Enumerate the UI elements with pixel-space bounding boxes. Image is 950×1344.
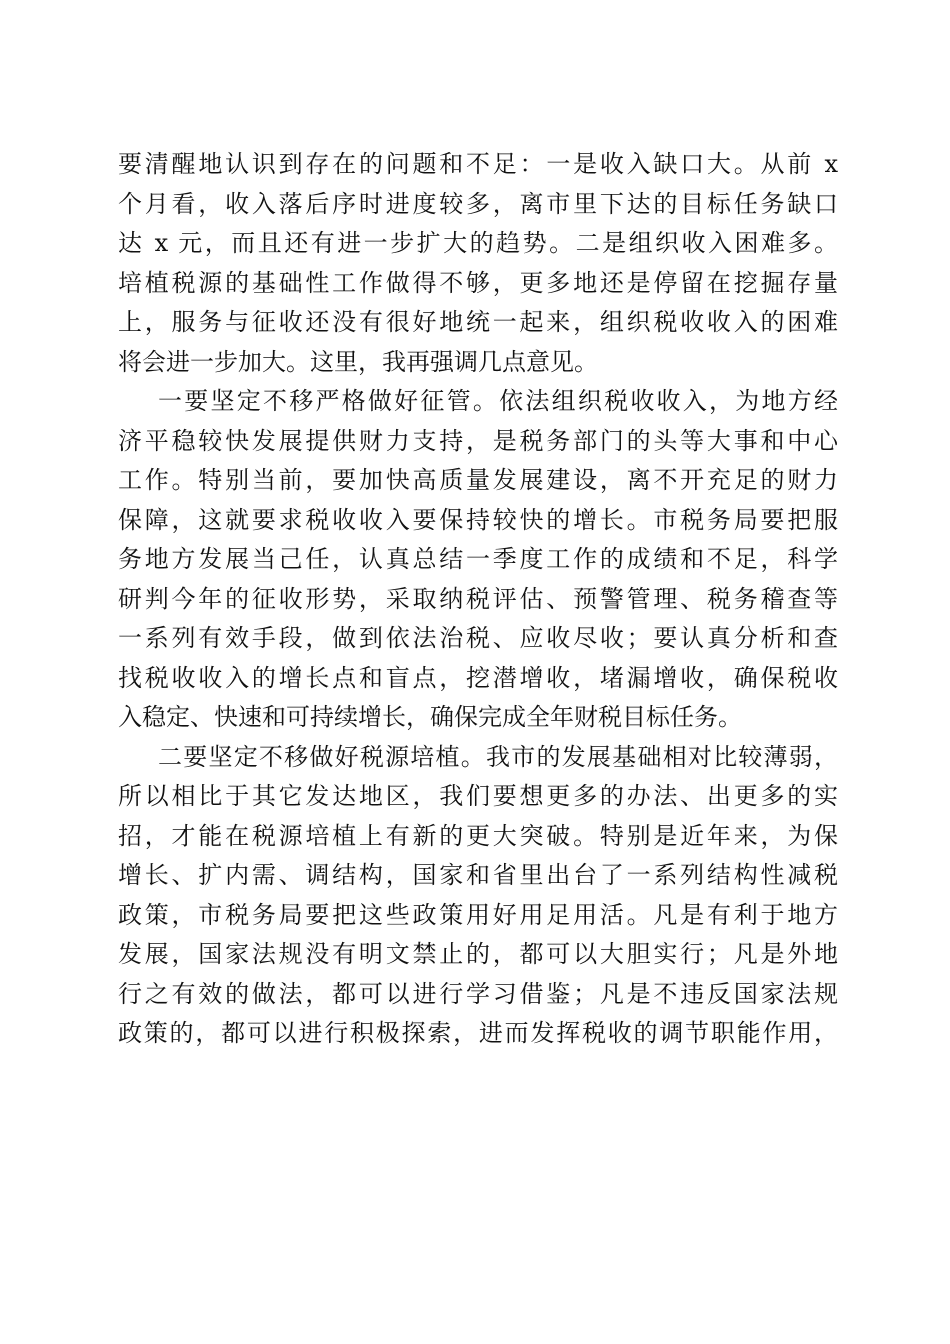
paragraph-point-1-line: 研判今年的征收形势，采取纳税评估、预警管理、税务稽查等 bbox=[118, 584, 838, 613]
paragraph-intro-line: 培植税源的基础性工作做得不够，更多地还是停留在挖掘存量 bbox=[118, 268, 838, 297]
paragraph-point-1-line: 一系列有效手段，做到依法治税、应收尽收；要认真分析和查 bbox=[118, 624, 838, 652]
paragraph-point-2-line: 招，才能在税源培植上有新的更大突破。特别是近年来，为保 bbox=[118, 821, 838, 850]
paragraph-point-1-line: 济平稳较快发展提供财力支持，是税务部门的头等大事和中心 bbox=[118, 426, 838, 455]
paragraph-point-2-line: 发展，国家法规没有明文禁止的，都可以大胆实行；凡是外地 bbox=[118, 940, 838, 968]
paragraph-point-2-line: 政策的，都可以进行积极探索，进而发挥税收的调节职能作用， bbox=[118, 1019, 838, 1047]
paragraph-point-2-line: 政策，市税务局要把这些政策用好用足用活。凡是有利于地方 bbox=[118, 900, 838, 929]
paragraph-point-1-line: 保障，这就要求税收收入要保持较快的增长。市税务局要把服 bbox=[118, 505, 838, 534]
paragraph-point-2-line: 增长、扩内需、调结构，国家和省里出台了一系列结构性减税 bbox=[118, 861, 838, 889]
paragraph-intro-line: 达 x 元，而且还有进一步扩大的趋势。二是组织收入困难多。 bbox=[118, 229, 838, 257]
paragraph-intro-line: 个月看，收入落后序时进度较多，离市里下达的目标任务缺口 bbox=[118, 189, 838, 218]
paragraph-intro-line: 上，服务与征收还没有很好地统一起来，组织税收收入的困难 bbox=[118, 308, 838, 336]
paragraph-intro-line: 将会进一步加大。这里，我再强调几点意见。 bbox=[118, 347, 598, 376]
paragraph-intro-line: 要清醒地认识到存在的问题和不足：一是收入缺口大。从前 x bbox=[118, 150, 838, 178]
paragraph-point-1-line: 工作。特别当前，要加快高质量发展建设，离不开充足的财力 bbox=[118, 466, 838, 494]
document-body bbox=[118, 145, 838, 1054]
paragraph-point-1-line: 入稳定、快速和可持续增长，确保完成全年财税目标任务。 bbox=[118, 703, 742, 731]
paragraph-point-2-line: 所以相比于其它发达地区，我们要想更多的办法、出更多的实 bbox=[118, 782, 838, 810]
paragraph-point-1-line: 找税收收入的增长点和盲点，挖潜增收，堵漏增收，确保税收 bbox=[118, 663, 838, 692]
paragraph-point-1-line: 务地方发展当己任，认真总结一季度工作的成绩和不足，科学 bbox=[118, 545, 838, 573]
paragraph-point-2-line: 二要坚定不移做好税源培植。我市的发展基础相对比较薄弱， bbox=[158, 742, 838, 771]
paragraph-point-2-line: 行之有效的做法，都可以进行学习借鉴；凡是不违反国家法规 bbox=[118, 979, 838, 1008]
paragraph-point-1-line: 一要坚定不移严格做好征管。依法组织税收收入，为地方经 bbox=[158, 387, 838, 415]
